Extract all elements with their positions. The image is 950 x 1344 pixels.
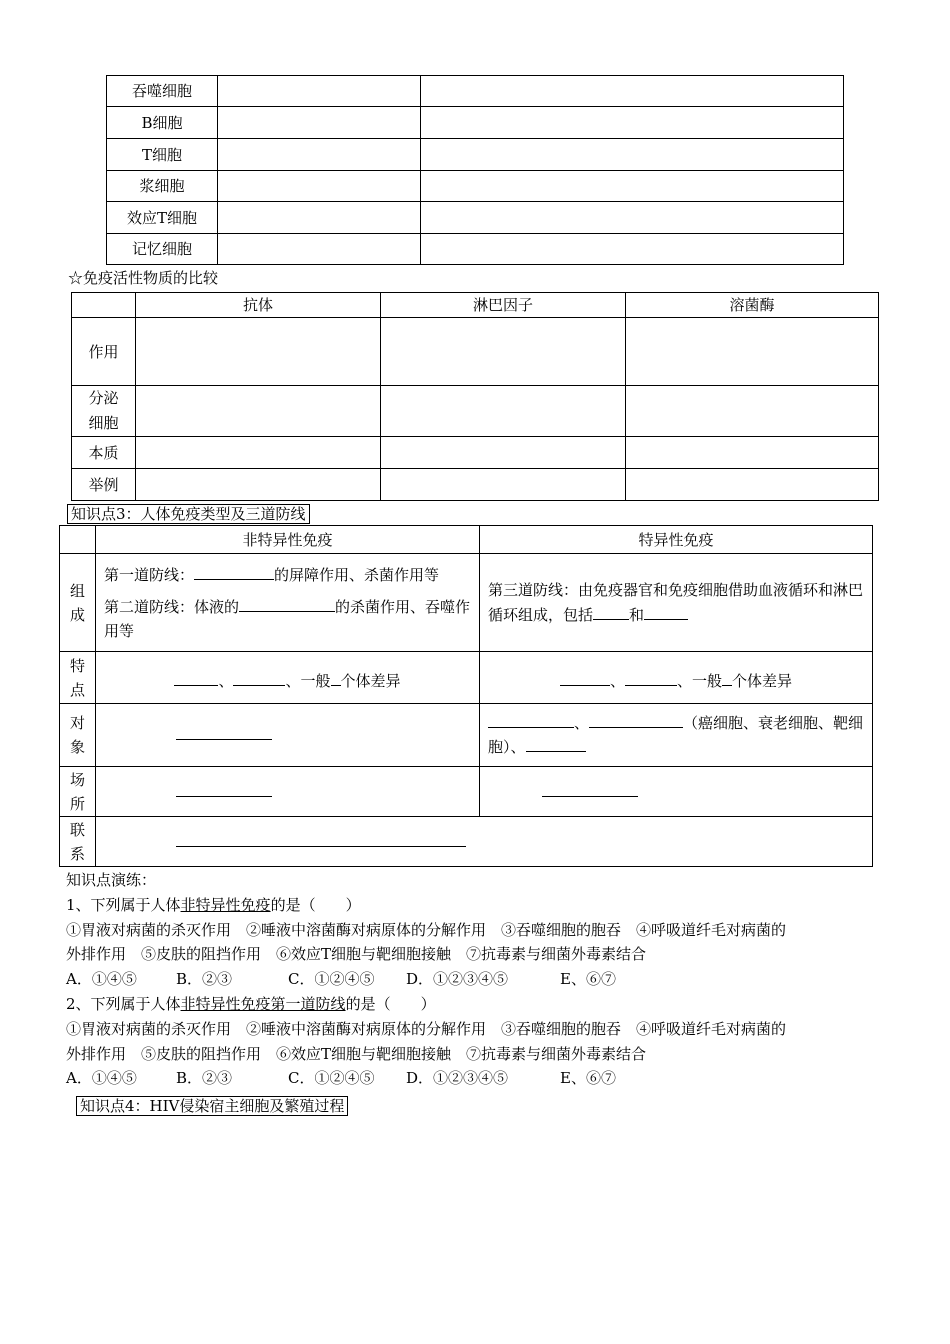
q2-options-line1: ①胃液对病菌的杀灭作用 ②唾液中溶菌酶对病原体的分解作用 ③吞噬细胞的胞吞 ④呼吸道纤毛对病菌的 [66,1020,787,1038]
compare-header: 抗体 [136,293,381,318]
cell-row-label: 效应T细胞 [107,202,218,234]
first-line-defense: 第一道防线： 的屏障作用、杀菌作用等 [104,563,473,587]
cell-row-label: B细胞 [107,107,218,139]
compare-row-label: 分泌细胞 [72,386,136,437]
third-line-defense: 第三道防线：由免疫器官和免疫细胞借助血液循环和淋巴循环组成，包括 和 [480,554,873,652]
relation-cell [96,817,873,867]
cell-types-table [106,75,844,265]
feature-nonspecific: 、 、一般 个体差异 [96,652,480,704]
target-specific: 、 （癌细胞、衰老细胞、靶细胞）、 [480,704,873,767]
q2-options-line2: 外排作用 ⑤皮肤的阻挡作用 ⑥效应T细胞与靶细胞接触 ⑦抗毒素与细菌外毒素结合 [66,1045,647,1063]
row-label-target: 对象 [70,714,86,756]
practice-heading: 知识点演练： [66,871,157,889]
place-specific [480,767,873,817]
row-label-place: 场所 [70,770,86,813]
kp3-title: 知识点3：人体免疫类型及三道防线 [67,504,310,524]
compare-row-label: 作用 [72,318,136,386]
row-label-relation: 联系 [70,820,86,863]
cell-row-label: T细胞 [107,139,218,171]
cell-row-label: 吞噬细胞 [107,76,218,107]
q1-options-line2: 外排作用 ⑤皮肤的阻挡作用 ⑥效应T细胞与靶细胞接触 ⑦抗毒素与细菌外毒素结合 [66,945,647,963]
question-2: 2、下列属于人体非特异性免疫第一道防线的是（ ） [66,995,436,1013]
q2-choices: A．①④⑤ B．②③ C．①②④⑤ D．①②③④⑤ E、⑥⑦ [66,1069,616,1087]
compare-header: 淋巴因子 [381,293,626,318]
cell-row-label: 浆细胞 [107,171,218,202]
compare-row-label: 举例 [72,469,136,501]
q1-choices: A．①④⑤ B．②③ C．①②④⑤ D．①②③④⑤ E、⑥⑦ [66,970,616,988]
second-line-defense: 第二道防线：体液的 的杀菌作用、吞噬作用等 [104,595,473,643]
compare-header: 溶菌酶 [626,293,879,318]
row-label-compose: 组成 [70,581,86,624]
immune-types-table [59,525,873,867]
kp4-title: 知识点4：HIV侵染宿主细胞及繁殖过程 [76,1096,348,1116]
row-label-feature: 特点 [70,656,86,699]
compare-row-label: 本质 [72,437,136,469]
col-nonspecific: 非特异性免疫 [96,526,480,554]
compare-table [71,292,879,501]
col-specific: 特异性免疫 [480,526,873,554]
place-nonspecific [96,767,480,817]
cell-row-label: 记忆细胞 [107,234,218,265]
target-nonspecific [96,704,480,767]
question-1: 1、下列属于人体非特异性免疫的是（ ） [66,896,361,914]
compare-title: ☆免疫活性物质的比较 [68,269,219,287]
q1-options-line1: ①胃液对病菌的杀灭作用 ②唾液中溶菌酶对病原体的分解作用 ③吞噬细胞的胞吞 ④呼吸道纤毛对病菌的 [66,921,787,939]
feature-specific: 、 、一般 个体差异 [480,652,873,704]
